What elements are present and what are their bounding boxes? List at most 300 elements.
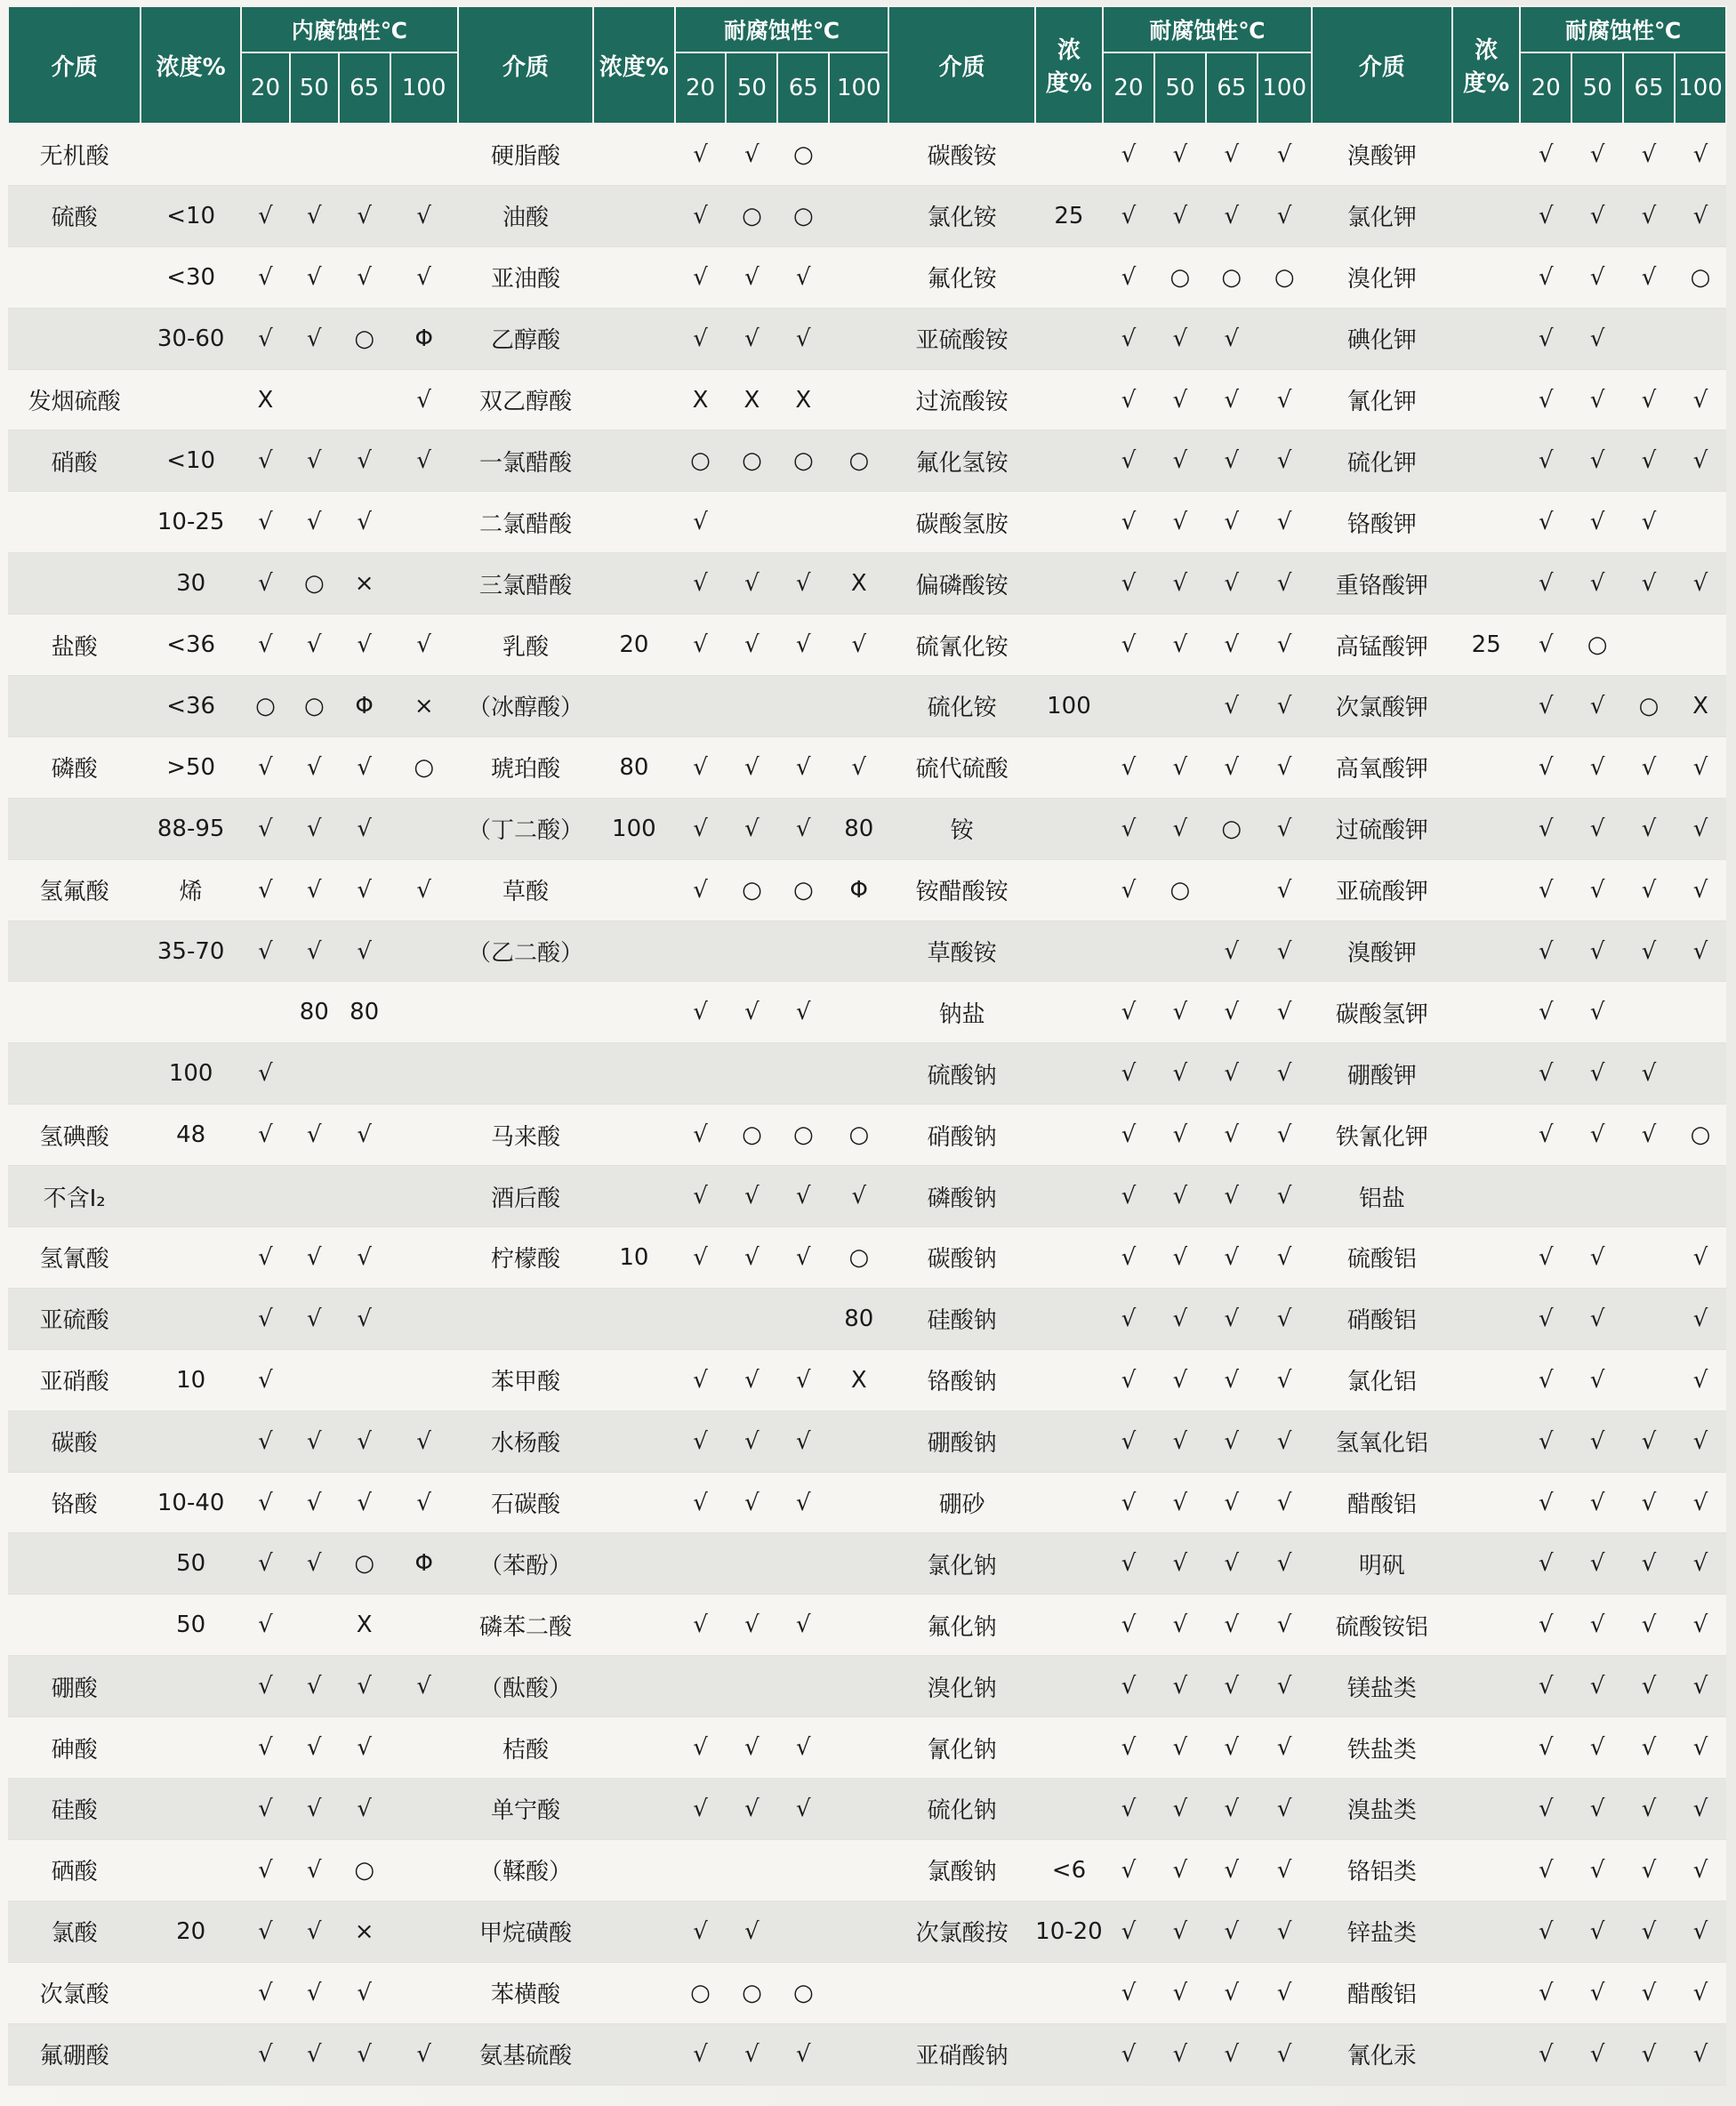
rating-20c-cell: √ — [241, 2023, 290, 2085]
concentration-cell — [141, 1717, 241, 1779]
rating-100c-cell: √ — [1258, 676, 1312, 737]
rating-100c-cell: √ — [1258, 1166, 1312, 1227]
concentration-cell — [141, 369, 241, 430]
rating-20c-cell: ○ — [241, 676, 290, 737]
rating-50c-cell — [290, 369, 339, 430]
rating-20c-cell: √ — [241, 246, 290, 308]
rating-65c-cell: √ — [1206, 1656, 1258, 1717]
rating-100c-cell — [1258, 308, 1312, 369]
header-temp-65: 65 — [777, 52, 829, 124]
rating-20c-cell: √ — [675, 1411, 727, 1472]
concentration-cell — [593, 1472, 674, 1533]
medium-cell — [8, 246, 141, 308]
rating-50c-cell: √ — [290, 615, 339, 676]
rating-50c-cell: √ — [1571, 1595, 1623, 1656]
rating-20c-cell: √ — [675, 185, 727, 246]
rating-100c-cell: ○ — [1258, 246, 1312, 308]
medium-cell: 高氧酸钾 — [1312, 736, 1452, 798]
table-header — [8, 6, 1726, 124]
rating-100c-cell: √ — [1675, 1717, 1726, 1779]
rating-20c-cell: √ — [675, 859, 727, 920]
rating-65c-cell: √ — [777, 1349, 829, 1411]
concentration-cell: 10-25 — [141, 492, 241, 553]
rating-65c-cell: √ — [339, 430, 390, 492]
concentration-cell — [1452, 1411, 1520, 1472]
rating-20c-cell: √ — [241, 553, 290, 615]
rating-50c-cell — [726, 1288, 777, 1349]
medium-cell: 铵 — [888, 798, 1035, 859]
table-row — [8, 859, 1726, 920]
rating-65c-cell: √ — [1623, 2023, 1675, 2085]
concentration-cell — [1035, 1227, 1103, 1289]
rating-50c-cell: √ — [726, 1472, 777, 1533]
rating-65c-cell: √ — [1623, 1717, 1675, 1779]
concentration-cell — [593, 1717, 674, 1779]
rating-50c-cell: √ — [726, 1779, 777, 1840]
rating-50c-cell: √ — [726, 124, 777, 185]
rating-50c-cell: √ — [1154, 553, 1206, 615]
rating-100c-cell — [390, 1717, 458, 1779]
rating-20c-cell: √ — [1103, 1595, 1154, 1656]
header-medium: 介质 — [1312, 6, 1452, 124]
rating-100c-cell: √ — [1675, 1779, 1726, 1840]
rating-65c-cell: ○ — [777, 185, 829, 246]
rating-20c-cell — [1103, 676, 1154, 737]
rating-20c-cell: √ — [1103, 492, 1154, 553]
rating-65c-cell: √ — [1206, 1349, 1258, 1411]
concentration-cell — [1035, 1105, 1103, 1166]
rating-20c-cell: √ — [1520, 553, 1571, 615]
rating-65c-cell: √ — [339, 492, 390, 553]
rating-20c-cell: √ — [1103, 1717, 1154, 1779]
rating-50c-cell: √ — [1571, 1043, 1623, 1105]
rating-65c-cell: √ — [1623, 1901, 1675, 1962]
rating-50c-cell: √ — [726, 736, 777, 798]
medium-cell: 乳酸 — [458, 615, 593, 676]
rating-65c-cell — [1623, 1227, 1675, 1289]
rating-20c-cell: √ — [1103, 982, 1154, 1043]
rating-65c-cell: × — [339, 1901, 390, 1962]
concentration-cell — [593, 1411, 674, 1472]
rating-65c-cell: ○ — [777, 1962, 829, 2023]
rating-20c-cell: √ — [1520, 1105, 1571, 1166]
rating-100c-cell — [829, 1839, 888, 1901]
rating-50c-cell: √ — [290, 1227, 339, 1289]
rating-100c-cell — [1675, 1043, 1726, 1105]
medium-cell: 硫酸 — [8, 185, 141, 246]
medium-cell: 硼酸钠 — [888, 1411, 1035, 1472]
medium-cell: 氯化钠 — [888, 1533, 1035, 1595]
rating-100c-cell: √ — [1258, 1595, 1312, 1656]
rating-20c-cell: √ — [675, 492, 727, 553]
rating-100c-cell: √ — [1258, 1411, 1312, 1472]
rating-65c-cell: ○ — [777, 124, 829, 185]
concentration-cell — [1035, 1533, 1103, 1595]
rating-100c-cell: √ — [1675, 430, 1726, 492]
rating-100c-cell — [390, 553, 458, 615]
rating-100c-cell — [829, 185, 888, 246]
rating-20c-cell: √ — [1103, 553, 1154, 615]
rating-20c-cell: √ — [1520, 676, 1571, 737]
rating-100c-cell — [829, 1043, 888, 1105]
header-temperature-group: 耐腐蚀性℃ — [1520, 6, 1726, 52]
header-temp-65: 65 — [1623, 52, 1675, 124]
rating-100c-cell — [390, 1779, 458, 1840]
rating-65c-cell: √ — [339, 1656, 390, 1717]
rating-65c-cell — [777, 1656, 829, 1717]
medium-cell: 铬酸钠 — [888, 1349, 1035, 1411]
rating-100c-cell: √ — [1675, 553, 1726, 615]
rating-50c-cell — [726, 1533, 777, 1595]
medium-cell: 氯酸 — [8, 1901, 141, 1962]
rating-100c-cell: √ — [1258, 920, 1312, 982]
medium-cell: 次氯酸按 — [888, 1901, 1035, 1962]
rating-20c-cell: √ — [675, 1901, 727, 1962]
medium-cell — [888, 1962, 1035, 2023]
concentration-cell — [141, 1227, 241, 1289]
table-row — [8, 1901, 1726, 1962]
concentration-cell — [1452, 859, 1520, 920]
concentration-cell — [1035, 1043, 1103, 1105]
rating-65c-cell: √ — [1206, 1043, 1258, 1105]
concentration-cell — [1035, 1166, 1103, 1227]
rating-50c-cell: √ — [1571, 1349, 1623, 1411]
medium-cell: 无机酸 — [8, 124, 141, 185]
rating-50c-cell — [290, 1595, 339, 1656]
concentration-cell — [593, 430, 674, 492]
rating-65c-cell: √ — [1206, 492, 1258, 553]
rating-20c-cell: √ — [1103, 1166, 1154, 1227]
rating-20c-cell: √ — [675, 553, 727, 615]
medium-cell — [458, 982, 593, 1043]
rating-50c-cell: √ — [1571, 982, 1623, 1043]
rating-20c-cell: √ — [241, 1717, 290, 1779]
medium-cell: 碘化钾 — [1312, 308, 1452, 369]
table-row — [8, 1472, 1726, 1533]
medium-cell: 单宁酸 — [458, 1779, 593, 1840]
medium-cell — [458, 1043, 593, 1105]
rating-100c-cell — [390, 492, 458, 553]
rating-50c-cell: √ — [290, 430, 339, 492]
rating-100c-cell — [390, 1595, 458, 1656]
rating-50c-cell: √ — [290, 859, 339, 920]
medium-cell: 硬脂酸 — [458, 124, 593, 185]
rating-50c-cell — [290, 1349, 339, 1411]
rating-65c-cell: √ — [777, 1472, 829, 1533]
concentration-cell: <30 — [141, 246, 241, 308]
rating-65c-cell: √ — [1206, 1227, 1258, 1289]
medium-cell — [8, 1533, 141, 1595]
medium-cell — [8, 798, 141, 859]
rating-50c-cell: √ — [1154, 615, 1206, 676]
medium-cell: 铬铝类 — [1312, 1839, 1452, 1901]
rating-50c-cell: ○ — [1571, 615, 1623, 676]
medium-cell: 氯化铵 — [888, 185, 1035, 246]
medium-cell: 草酸铵 — [888, 920, 1035, 982]
concentration-cell — [593, 308, 674, 369]
rating-20c-cell: √ — [1520, 1595, 1571, 1656]
rating-100c-cell: √ — [1258, 1901, 1312, 1962]
rating-65c-cell: √ — [1206, 553, 1258, 615]
concentration-cell — [1452, 124, 1520, 185]
rating-20c-cell: √ — [241, 1411, 290, 1472]
rating-65c-cell: 80 — [339, 982, 390, 1043]
medium-cell: 醋酸铝 — [1312, 1962, 1452, 2023]
rating-100c-cell — [829, 1533, 888, 1595]
medium-cell — [8, 308, 141, 369]
rating-20c-cell: √ — [675, 1105, 727, 1166]
medium-cell: 双乙醇酸 — [458, 369, 593, 430]
concentration-cell: <36 — [141, 676, 241, 737]
medium-cell: 硅酸 — [8, 1779, 141, 1840]
rating-65c-cell: ○ — [339, 308, 390, 369]
rating-20c-cell: √ — [1103, 1779, 1154, 1840]
rating-100c-cell: √ — [390, 859, 458, 920]
concentration-cell — [1035, 1779, 1103, 1840]
concentration-cell: >50 — [141, 736, 241, 798]
medium-cell: 水杨酸 — [458, 1411, 593, 1472]
rating-65c-cell: √ — [777, 308, 829, 369]
rating-65c-cell — [339, 1166, 390, 1227]
rating-100c-cell — [829, 1472, 888, 1533]
concentration-cell: <10 — [141, 185, 241, 246]
concentration-cell: 100 — [1035, 676, 1103, 737]
rating-20c-cell: √ — [1103, 615, 1154, 676]
rating-100c-cell: √ — [1675, 1227, 1726, 1289]
rating-50c-cell: √ — [1154, 308, 1206, 369]
rating-50c-cell: √ — [1571, 1839, 1623, 1901]
rating-65c-cell: √ — [339, 1288, 390, 1349]
rating-20c-cell: X — [241, 369, 290, 430]
table-row — [8, 185, 1726, 246]
rating-50c-cell: √ — [1154, 1472, 1206, 1533]
rating-50c-cell: √ — [726, 1901, 777, 1962]
concentration-cell — [1452, 430, 1520, 492]
concentration-cell — [593, 676, 674, 737]
rating-50c-cell: √ — [726, 1227, 777, 1289]
rating-65c-cell: √ — [777, 798, 829, 859]
rating-100c-cell — [829, 2023, 888, 2085]
rating-50c-cell — [726, 920, 777, 982]
rating-20c-cell — [675, 1043, 727, 1105]
rating-50c-cell: √ — [1571, 798, 1623, 859]
rating-50c-cell: √ — [1571, 1227, 1623, 1289]
rating-65c-cell: √ — [339, 185, 390, 246]
table-row — [8, 1105, 1726, 1166]
rating-65c-cell: X — [777, 369, 829, 430]
rating-20c-cell: √ — [1103, 736, 1154, 798]
concentration-cell — [593, 246, 674, 308]
rating-65c-cell — [1623, 308, 1675, 369]
concentration-cell — [1035, 1349, 1103, 1411]
rating-100c-cell: √ — [1258, 1043, 1312, 1105]
rating-100c-cell: √ — [1675, 1349, 1726, 1411]
rating-20c-cell: √ — [1103, 1656, 1154, 1717]
rating-100c-cell: √ — [390, 1411, 458, 1472]
rating-65c-cell: ○ — [1623, 676, 1675, 737]
rating-50c-cell: X — [726, 369, 777, 430]
table-row — [8, 982, 1726, 1043]
rating-100c-cell: √ — [1675, 369, 1726, 430]
medium-cell: 不含I₂ — [8, 1166, 141, 1227]
medium-cell: 硝酸 — [8, 430, 141, 492]
medium-cell: 铁盐类 — [1312, 1717, 1452, 1779]
rating-50c-cell: √ — [1571, 185, 1623, 246]
table-row — [8, 615, 1726, 676]
rating-50c-cell — [726, 1839, 777, 1901]
medium-cell: 硝酸铝 — [1312, 1288, 1452, 1349]
rating-100c-cell — [390, 1839, 458, 1901]
rating-50c-cell: ○ — [290, 553, 339, 615]
concentration-cell — [141, 1656, 241, 1717]
medium-cell: 铁氰化钾 — [1312, 1105, 1452, 1166]
rating-65c-cell: √ — [777, 1411, 829, 1472]
rating-65c-cell: √ — [1623, 1656, 1675, 1717]
rating-65c-cell: √ — [339, 1227, 390, 1289]
header-temp-100: 100 — [1258, 52, 1312, 124]
rating-20c-cell: √ — [1520, 1839, 1571, 1901]
rating-65c-cell: √ — [1206, 982, 1258, 1043]
rating-100c-cell: √ — [1675, 2023, 1726, 2085]
rating-100c-cell: √ — [1258, 1472, 1312, 1533]
table-row — [8, 553, 1726, 615]
rating-20c-cell: √ — [241, 308, 290, 369]
medium-cell: 碳酸 — [8, 1411, 141, 1472]
rating-100c-cell — [829, 1411, 888, 1472]
rating-65c-cell: ○ — [1206, 798, 1258, 859]
rating-50c-cell: √ — [726, 1717, 777, 1779]
medium-cell: 氯酸钠 — [888, 1839, 1035, 1901]
header-temperature-group: 耐腐蚀性℃ — [1103, 6, 1312, 52]
medium-cell: 发烟硫酸 — [8, 369, 141, 430]
medium-cell: 磷酸钠 — [888, 1166, 1035, 1227]
medium-cell: 过硫酸钾 — [1312, 798, 1452, 859]
rating-50c-cell: √ — [1154, 1288, 1206, 1349]
rating-100c-cell: √ — [1258, 430, 1312, 492]
medium-cell: 亚硝酸 — [8, 1349, 141, 1411]
rating-20c-cell: √ — [1520, 246, 1571, 308]
rating-100c-cell: √ — [1258, 982, 1312, 1043]
rating-50c-cell: √ — [290, 185, 339, 246]
medium-cell — [8, 1043, 141, 1105]
rating-100c-cell: √ — [1258, 736, 1312, 798]
rating-20c-cell: √ — [1520, 492, 1571, 553]
medium-cell: （鞣酸） — [458, 1839, 593, 1901]
rating-20c-cell — [241, 124, 290, 185]
rating-50c-cell: √ — [1154, 185, 1206, 246]
rating-100c-cell — [390, 920, 458, 982]
rating-65c-cell: X — [339, 1595, 390, 1656]
rating-100c-cell: √ — [1675, 1533, 1726, 1595]
rating-100c-cell: ○ — [829, 430, 888, 492]
rating-100c-cell: 80 — [829, 798, 888, 859]
concentration-cell — [1035, 2023, 1103, 2085]
rating-65c-cell: √ — [1206, 1533, 1258, 1595]
rating-50c-cell: √ — [1571, 736, 1623, 798]
concentration-cell — [1035, 859, 1103, 920]
rating-20c-cell: √ — [241, 615, 290, 676]
rating-20c-cell: √ — [241, 736, 290, 798]
rating-20c-cell — [675, 1656, 727, 1717]
rating-65c-cell: √ — [1206, 1411, 1258, 1472]
rating-50c-cell: √ — [290, 1288, 339, 1349]
rating-50c-cell: √ — [1571, 246, 1623, 308]
concentration-cell — [1452, 1779, 1520, 1840]
rating-100c-cell: X — [829, 1349, 888, 1411]
medium-cell: 硝酸钠 — [888, 1105, 1035, 1166]
rating-100c-cell: √ — [829, 1166, 888, 1227]
rating-65c-cell: √ — [1206, 124, 1258, 185]
medium-cell — [8, 676, 141, 737]
rating-50c-cell: √ — [726, 553, 777, 615]
rating-20c-cell: √ — [241, 1533, 290, 1595]
rating-20c-cell: √ — [1520, 308, 1571, 369]
rating-100c-cell: √ — [1258, 369, 1312, 430]
rating-50c-cell: ○ — [726, 185, 777, 246]
rating-50c-cell: √ — [1154, 1717, 1206, 1779]
rating-50c-cell: √ — [290, 1656, 339, 1717]
rating-20c-cell: √ — [241, 492, 290, 553]
rating-50c-cell: √ — [1154, 2023, 1206, 2085]
header-temperature-group: 内腐蚀性℃ — [241, 6, 458, 52]
header-temp-50: 50 — [1154, 52, 1206, 124]
concentration-cell — [141, 1779, 241, 1840]
concentration-cell: 100 — [141, 1043, 241, 1105]
header-concentration: 浓度% — [593, 6, 674, 124]
rating-65c-cell: √ — [1623, 124, 1675, 185]
concentration-cell — [1452, 1227, 1520, 1289]
rating-20c-cell: √ — [1103, 1962, 1154, 2023]
rating-20c-cell: √ — [1520, 1656, 1571, 1717]
concentration-cell: 80 — [593, 736, 674, 798]
concentration-cell — [593, 982, 674, 1043]
medium-cell: 氯化铝 — [1312, 1349, 1452, 1411]
rating-20c-cell: √ — [675, 1717, 727, 1779]
medium-cell: 草酸 — [458, 859, 593, 920]
rating-20c-cell: √ — [1103, 1349, 1154, 1411]
rating-100c-cell: √ — [1258, 124, 1312, 185]
rating-100c-cell — [390, 1901, 458, 1962]
rating-20c-cell — [675, 1839, 727, 1901]
rating-50c-cell: √ — [726, 1595, 777, 1656]
rating-50c-cell: √ — [290, 1962, 339, 2023]
concentration-cell — [1452, 185, 1520, 246]
rating-50c-cell: √ — [290, 736, 339, 798]
rating-65c-cell — [777, 1839, 829, 1901]
medium-cell: 柠檬酸 — [458, 1227, 593, 1289]
rating-50c-cell: √ — [1154, 430, 1206, 492]
rating-50c-cell — [290, 1166, 339, 1227]
concentration-cell — [1452, 1043, 1520, 1105]
rating-65c-cell: √ — [339, 920, 390, 982]
rating-20c-cell: √ — [1520, 736, 1571, 798]
rating-100c-cell: √ — [1675, 798, 1726, 859]
rating-50c-cell — [726, 676, 777, 737]
table-row — [8, 1595, 1726, 1656]
table-row — [8, 124, 1726, 185]
concentration-cell: <36 — [141, 615, 241, 676]
header-temperature-group: 耐腐蚀性℃ — [675, 6, 889, 52]
medium-cell: 硫酸铵铝 — [1312, 1595, 1452, 1656]
medium-cell: 磷酸 — [8, 736, 141, 798]
rating-65c-cell: √ — [1206, 185, 1258, 246]
rating-20c-cell: √ — [241, 1839, 290, 1901]
medium-cell: 钠盐 — [888, 982, 1035, 1043]
medium-cell: 马来酸 — [458, 1105, 593, 1166]
concentration-cell — [1035, 308, 1103, 369]
rating-65c-cell — [1623, 1166, 1675, 1227]
rating-65c-cell: √ — [1206, 308, 1258, 369]
